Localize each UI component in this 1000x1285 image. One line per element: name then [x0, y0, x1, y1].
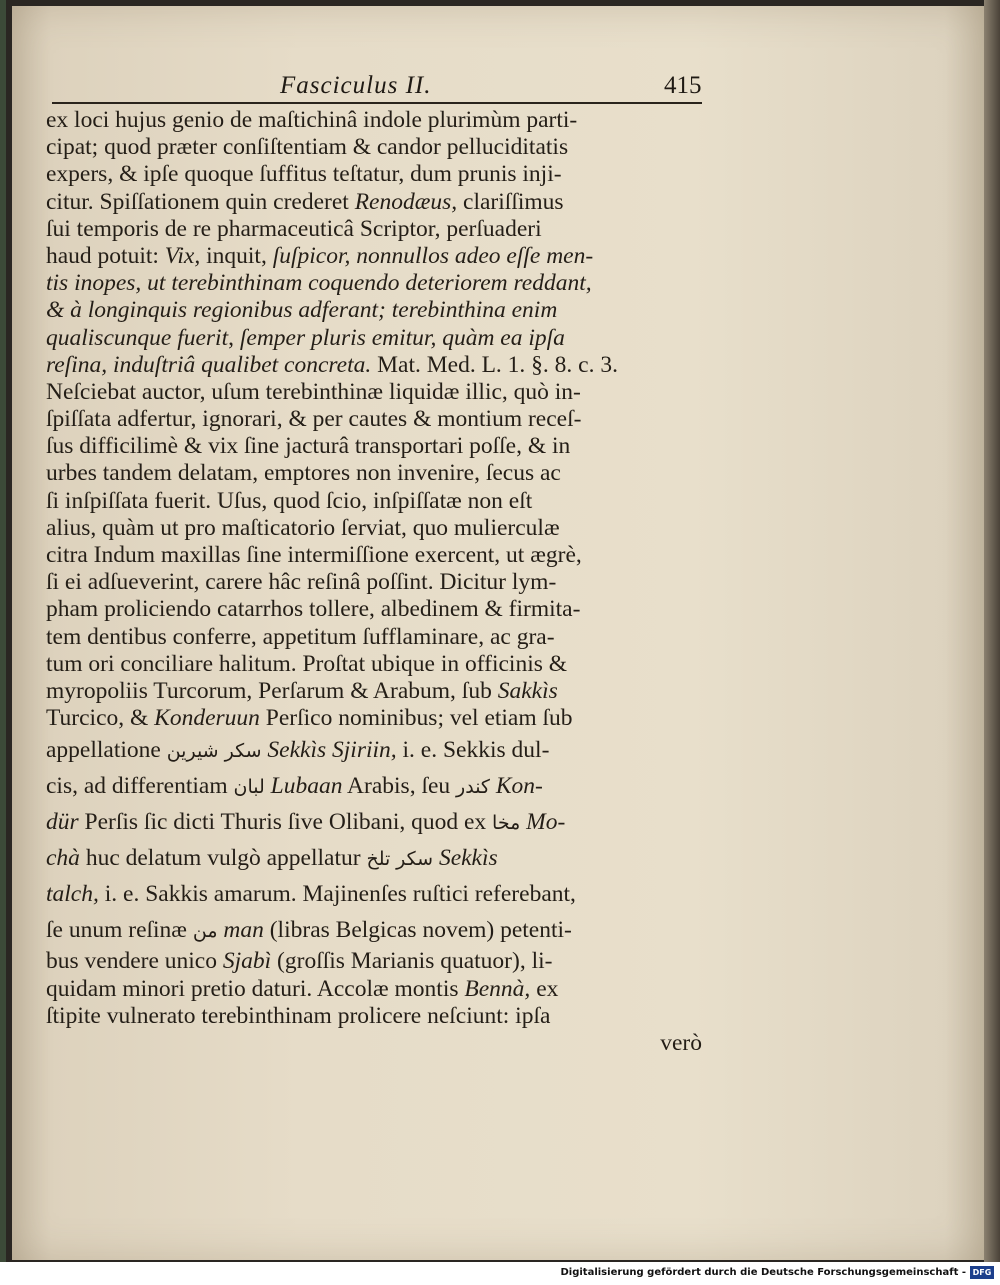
- text-segment: i. e. Sekkis dul-: [396, 737, 550, 764]
- italic-segment: reſina, induſtriâ qualibet concreta.: [46, 351, 372, 378]
- text-line: [46, 840, 702, 876]
- italic-segment: Sakkìs: [497, 677, 558, 704]
- text-line: [46, 732, 702, 768]
- text-line: [46, 107, 702, 134]
- text-line: [46, 569, 702, 596]
- text-segment: quidam minori pretio daturi. Accolæ montis: [46, 975, 465, 1002]
- text-line: [46, 189, 702, 216]
- text-segment: haud potuit:: [46, 242, 165, 269]
- text-line: [46, 768, 702, 804]
- header-rule: [52, 102, 702, 104]
- italic-segment: Sekkìs Sjiriin,: [267, 737, 397, 764]
- italic-segment: Kon-: [495, 773, 543, 800]
- italic-segment: Konderuun: [154, 705, 260, 732]
- text-segment: tum ori conciliare halitum. Proſtat ubique in officinis &: [46, 650, 568, 677]
- text-segment: Mat. Med. L. 1. §. 8. c. 3.: [371, 351, 618, 378]
- text-segment: clariſſimus: [457, 188, 564, 215]
- text-line: [46, 876, 702, 912]
- text-segment: (libras Belgicas novem) petenti-: [263, 917, 572, 944]
- text-segment: cipat; quod præter conſiſtentiam & candor pelluciditatis: [46, 134, 569, 161]
- text-line: [46, 624, 702, 651]
- text-line: [46, 948, 702, 975]
- text-line: [46, 1030, 702, 1057]
- italic-segment: talch,: [46, 881, 99, 908]
- footer: [0, 1262, 1000, 1285]
- text-segment: pham proliciendo catarrhos tollere, albedinem & firmita-: [46, 596, 581, 623]
- text-line: [46, 705, 702, 732]
- text-line: [46, 596, 702, 623]
- text-line: [46, 804, 702, 840]
- text-segment: expers, & ipſe quoque ſuffitus teſtatur, dum prunis inji-: [46, 161, 562, 188]
- text-segment: citur. Spiſſationem quin crederet: [46, 188, 355, 215]
- text-segment: ſui temporis de re pharmaceuticâ Scriptor, perſuaderi: [46, 215, 542, 242]
- text-line: [46, 1003, 702, 1030]
- text-line: [46, 651, 702, 678]
- text-segment: ſi ei adſueverint, carere hâc reſinâ poſſint. Dicitur lym-: [46, 569, 557, 596]
- arabic-word: مخا: [492, 812, 521, 835]
- body-text: [46, 107, 702, 1057]
- text-segment: myropoliis Turcorum, Perſarum & Arabum, ſub: [46, 677, 498, 704]
- text-segment: Arabis, ſeu: [342, 773, 457, 800]
- page-number: 415: [664, 72, 702, 99]
- italic-segment: man: [223, 917, 264, 944]
- arabic-word: من: [192, 920, 218, 943]
- text-line: [46, 406, 702, 433]
- text-line: [46, 297, 702, 324]
- text-segment: ,: [228, 324, 240, 351]
- text-line: [46, 433, 702, 460]
- book-right-edge: [984, 0, 1000, 1262]
- text-line: [46, 161, 702, 188]
- italic-segment: ſuſpicor, nonnullos adeo eſſe men-: [272, 242, 594, 269]
- text-segment: i. e. Sakkis amarum. Majinenſes ruſtici referebant,: [98, 881, 576, 908]
- text-segment: ſi inſpiſſata fuerit. Uſus, quod ſcio, inſpiſſatæ non eſt: [46, 487, 533, 514]
- text-line: [46, 488, 702, 515]
- italic-segment: chà: [46, 845, 80, 872]
- dfg-logo: DFG: [970, 1266, 994, 1279]
- text-segment: (groſſis Marianis quatuor), li-: [271, 948, 553, 975]
- text-line: [46, 325, 702, 352]
- text-segment: tem dentibus conferre, appetitum ſufflaminare, ac gra-: [46, 623, 555, 650]
- text-segment: inquit,: [200, 242, 273, 269]
- arabic-word: كندر: [456, 776, 490, 799]
- italic-segment: ſemper pluris emitur, quàm ea ipſa: [239, 324, 565, 351]
- italic-segment: Sekkìs: [438, 845, 498, 872]
- text-segment: appellatione: [46, 737, 167, 764]
- text-line: [46, 912, 702, 948]
- text-segment: Perſis ſic dicti Thuris ſive Olibani, quod ex: [78, 809, 493, 836]
- text-segment: Neſciebat auctor, uſum terebinthinæ liquidæ illic, quò in-: [46, 378, 581, 405]
- italic-segment: qualiscunque fuerit: [46, 324, 229, 351]
- text-segment: Turcico, &: [46, 705, 155, 732]
- text-segment: verò: [660, 1029, 702, 1056]
- running-title: Fasciculus II.: [280, 72, 432, 99]
- italic-segment: & à longinquis regionibus adferant; terebinthina enim: [46, 297, 558, 324]
- text-line: [46, 270, 702, 297]
- italic-segment: Lubaan: [270, 773, 343, 800]
- text-line: [46, 460, 702, 487]
- italic-segment: tis inopes, ut terebinthinam coquendo deteriorem reddant,: [46, 270, 592, 297]
- text-line: [46, 216, 702, 243]
- text-segment: cis, ad differentiam: [46, 773, 234, 800]
- text-segment: huc delatum vulgò appellatur: [79, 845, 367, 872]
- text-line: [46, 134, 702, 161]
- text-line: [46, 542, 702, 569]
- text-segment: ſus difficilimè & vix ſine jacturâ transportari poſſe, & in: [46, 433, 571, 460]
- text-segment: ex: [530, 975, 559, 1002]
- text-line: [46, 976, 702, 1003]
- italic-segment: Vix,: [164, 242, 201, 269]
- arabic-word: سكر: [396, 848, 434, 871]
- italic-segment: Sjabì: [222, 948, 272, 975]
- arabic-word: لبان: [233, 776, 265, 799]
- text-line: [46, 379, 702, 406]
- italic-segment: Bennà,: [464, 975, 531, 1002]
- text-segment: urbes tandem delatam, emptores non invenire, ſecus ac: [46, 460, 561, 487]
- italic-segment: Mo-: [526, 809, 566, 836]
- italic-segment: Renodæus,: [354, 188, 458, 215]
- arabic-word: سكر شیرین: [166, 740, 262, 763]
- arabic-word: تلخ: [366, 848, 391, 871]
- text-line: [46, 352, 702, 379]
- text-segment: ſpiſſata adfertur, ignorari, & per cautes & montium receſ-: [46, 406, 582, 433]
- book-left-edge: [0, 0, 6, 1262]
- running-head: [0, 72, 1000, 104]
- text-segment: citra Indum maxillas ſine intermiſſione exercent, ut ægrè,: [46, 542, 582, 568]
- text-segment: ſtipite vulnerato terebinthinam prolicere neſciunt: ipſa: [46, 1002, 551, 1029]
- text-segment: alius, quàm ut pro maſticatorio ſerviat, quo mulierculæ: [46, 514, 560, 541]
- text-segment: ſe unum reſinæ: [46, 917, 193, 944]
- italic-segment: dür: [46, 809, 79, 836]
- text-line: [46, 678, 702, 705]
- text-line: [46, 515, 702, 542]
- text-segment: bus vendere unico: [46, 948, 223, 975]
- text-line: [46, 243, 702, 270]
- text-segment: ex loci hujus genio de maſtichinâ indole plurimùm parti-: [46, 107, 578, 133]
- footer-credit: Digitalisierung gefördert durch die Deutsche Forschungsgemeinschaft -: [560, 1267, 966, 1278]
- text-segment: Perſico nominibus; vel etiam ſub: [259, 705, 573, 732]
